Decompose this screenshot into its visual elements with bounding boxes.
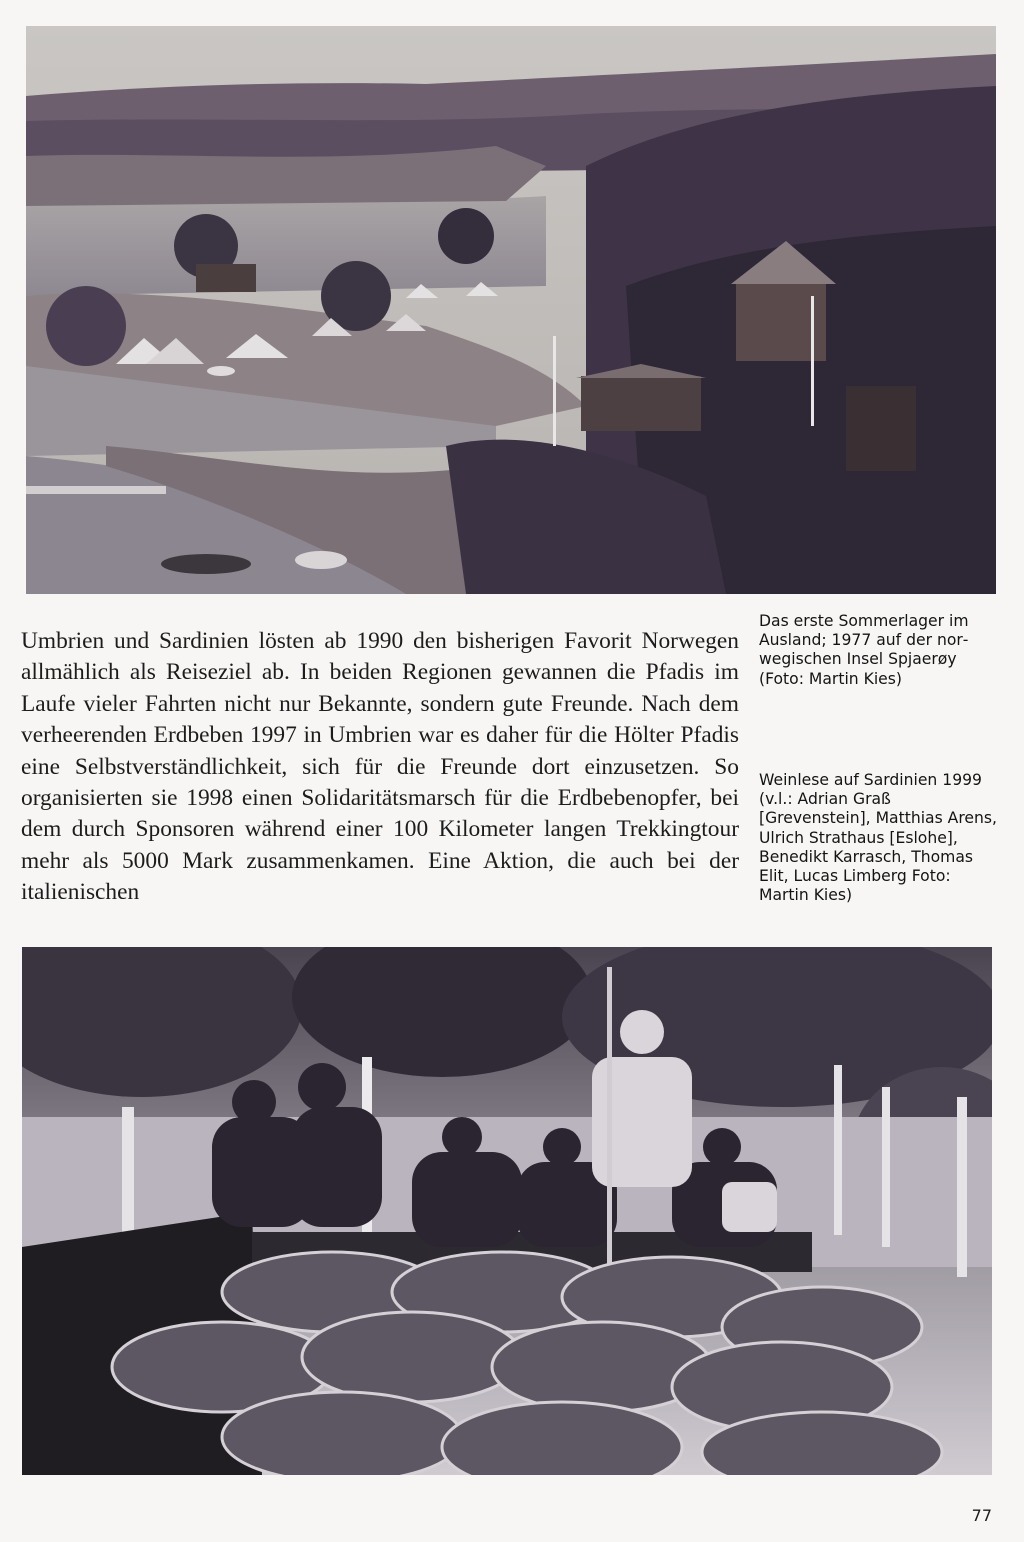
page-number: 77 bbox=[971, 1506, 992, 1525]
photo-camp-norway bbox=[26, 26, 996, 594]
harvest-photo-graphic bbox=[22, 947, 992, 1475]
body-text: Umbrien und Sardinien lösten ab 1990 den bisherigen Favorit Norwegen allmählich als Reiseziel ab. In beiden Regionen gewannen die Pfadis im Laufe vieler Fahrten nicht nur Bekannte, sondern gute Freunde. Nach dem verheerenden Erdbeben 1997 in Umbrien war es daher für die Hölter Pfadis eine Selbstverständlichkeit, sich für die Freunde dort einzusetzen. So organisierten sie 1998 einen Solidaritätsmarsch für die Erdbebenopfer, bei dem durch Sponsoren während einer 100 Kilometer langen Trekkingtour mehr als 5000 Mark zusammenkamen. Eine Aktion, die auch bei der italienischen bbox=[21, 628, 739, 906]
caption-camp-photo: Das erste Sommerlager im Ausland; 1977 auf der norwegischen Insel Spjaerøy (Foto: Martin Kies) bbox=[759, 612, 969, 688]
caption-harvest-photo: Weinlese auf Sardinien 1999 (v.l.: Adrian Graß [Grevenstein], Matthias Arens, Ulrich Strathaus [Eslohe], Benedikt Karrasch, Thomas Elit, Lucas Limberg Foto: Martin Kies) bbox=[759, 771, 997, 905]
photo-grape-harvest bbox=[22, 947, 992, 1475]
camp-photo-graphic bbox=[26, 26, 996, 594]
